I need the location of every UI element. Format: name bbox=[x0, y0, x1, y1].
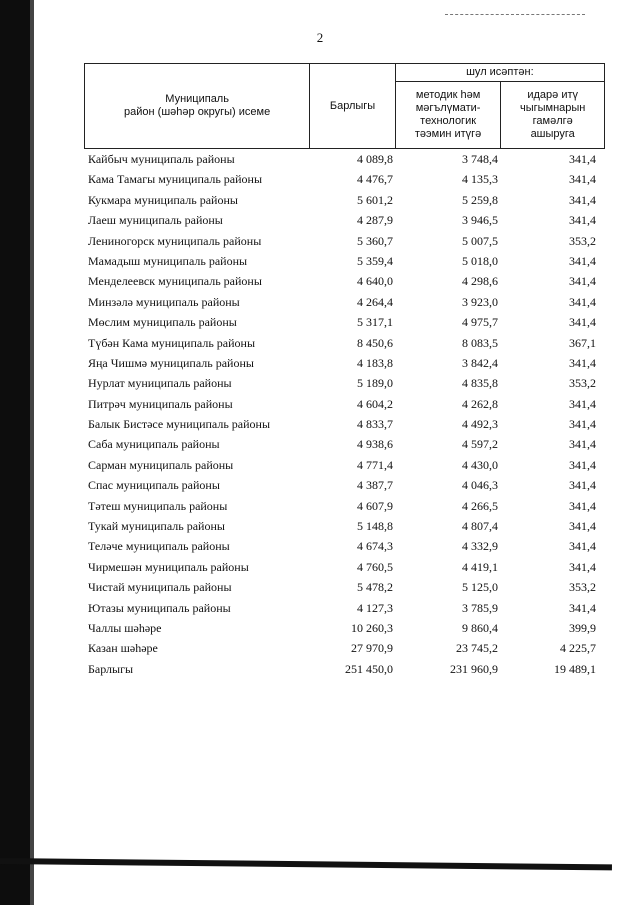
row-name: Түбән Кама муниципаль районы bbox=[88, 335, 256, 350]
row-name: Балык Бистәсе муниципаль районы bbox=[88, 417, 271, 432]
row-total: 4 287,9 bbox=[357, 213, 393, 228]
row-admin: 341,4 bbox=[569, 152, 596, 166]
header-admin-line: ашыруга bbox=[530, 128, 575, 140]
row-name: Яңа Чишмә муниципаль районы bbox=[88, 355, 254, 370]
row-method: 3 785,9 bbox=[462, 600, 498, 615]
scan-top-mark bbox=[445, 14, 585, 16]
table-row bbox=[88, 271, 596, 291]
row-total: 4 640,0 bbox=[357, 274, 393, 289]
row-total: 27 970,9 bbox=[351, 641, 393, 656]
row-name: Нурлат муниципаль районы bbox=[88, 376, 232, 391]
table-row bbox=[88, 638, 596, 658]
row-name: Теләче муниципаль районы bbox=[88, 539, 230, 554]
row-method: 4 266,5 bbox=[462, 498, 498, 513]
row-total: 4 760,5 bbox=[357, 559, 393, 574]
table-row bbox=[88, 210, 596, 230]
table-row bbox=[88, 149, 596, 169]
table-body bbox=[88, 149, 596, 679]
row-total: 4 183,8 bbox=[357, 355, 393, 370]
row-name: Сарман муниципаль районы bbox=[88, 457, 234, 472]
row-name: Лениногорск муниципаль районы bbox=[88, 233, 262, 248]
row-method: 4 975,7 bbox=[462, 315, 498, 330]
table-row bbox=[88, 496, 596, 516]
table-row bbox=[88, 618, 596, 638]
row-method: 4 046,3 bbox=[462, 478, 498, 493]
table-row bbox=[88, 333, 596, 353]
scan-bottom-edge bbox=[0, 858, 612, 870]
row-method: 4 430,0 bbox=[462, 457, 498, 472]
table-row bbox=[88, 231, 596, 251]
table-row bbox=[88, 169, 596, 189]
header-total: Барлыгы bbox=[310, 64, 396, 149]
row-total: 4 938,6 bbox=[357, 437, 393, 452]
row-total: 4 833,7 bbox=[357, 417, 393, 432]
scan-left-edge-shadow bbox=[30, 0, 34, 905]
row-method: 4 597,2 bbox=[462, 437, 498, 452]
row-total: 5 148,8 bbox=[357, 519, 393, 534]
row-method: 3 842,4 bbox=[462, 355, 498, 370]
row-total: 5 189,0 bbox=[357, 376, 393, 391]
row-name: Кукмара муниципаль районы bbox=[88, 192, 238, 207]
header-method-line: тәэмин итүгә bbox=[414, 128, 482, 140]
row-method: 9 860,4 bbox=[462, 620, 498, 635]
row-admin: 341,4 bbox=[569, 417, 596, 432]
header-method-line: методик һәм bbox=[415, 89, 481, 101]
row-name: Кайбыч муниципаль районы bbox=[88, 152, 235, 166]
row-method: 3 946,5 bbox=[462, 213, 498, 228]
row-total: 4 387,7 bbox=[357, 478, 393, 493]
table-row bbox=[88, 292, 596, 312]
row-admin: 353,2 bbox=[569, 376, 596, 391]
header-method-line: технологик bbox=[420, 115, 477, 127]
row-admin: 341,4 bbox=[569, 478, 596, 493]
row-name: Тукай муниципаль районы bbox=[88, 519, 225, 534]
row-admin: 353,2 bbox=[569, 233, 596, 248]
row-admin: 341,4 bbox=[569, 498, 596, 513]
table-row bbox=[88, 598, 596, 618]
row-total: 4 674,3 bbox=[357, 539, 393, 554]
row-total: 8 450,6 bbox=[357, 335, 393, 350]
row-admin: 341,4 bbox=[569, 396, 596, 411]
table-row bbox=[88, 557, 596, 577]
row-method: 5 259,8 bbox=[462, 192, 498, 207]
row-admin: 341,4 bbox=[569, 253, 596, 268]
row-admin: 341,4 bbox=[569, 519, 596, 534]
row-method: 3 923,0 bbox=[462, 294, 498, 309]
row-name: Мамадыш муниципаль районы bbox=[88, 253, 248, 268]
table-row bbox=[88, 516, 596, 536]
row-total: 5 478,2 bbox=[357, 580, 393, 595]
row-method: 4 135,3 bbox=[462, 172, 498, 187]
row-total: 10 260,3 bbox=[351, 620, 393, 635]
page-number: 2 bbox=[316, 30, 324, 45]
table-row bbox=[88, 312, 596, 332]
header-method-line: мәгълүмати- bbox=[415, 102, 481, 114]
header-admin-line: чыгымнарын bbox=[519, 102, 586, 114]
row-method: 4 807,4 bbox=[462, 519, 498, 534]
row-total: 4 771,4 bbox=[357, 457, 393, 472]
row-admin: 4 225,7 bbox=[560, 641, 596, 656]
row-admin: 341,4 bbox=[569, 213, 596, 228]
row-admin: 341,4 bbox=[569, 172, 596, 187]
scan-left-edge bbox=[0, 0, 30, 905]
table-row bbox=[88, 455, 596, 475]
row-admin: 341,4 bbox=[569, 600, 596, 615]
row-total: 5 601,2 bbox=[357, 192, 393, 207]
row-name: Питрәч муниципаль районы bbox=[88, 396, 233, 411]
header-name-line2: район (шәһәр округы) исеме bbox=[124, 106, 271, 118]
row-name: Тәтеш муниципаль районы bbox=[88, 498, 228, 513]
row-total: 4 127,3 bbox=[357, 600, 393, 615]
row-method: 5 125,0 bbox=[462, 580, 498, 595]
table-row bbox=[88, 536, 596, 556]
row-total: 251 450,0 bbox=[345, 661, 393, 676]
row-admin: 341,4 bbox=[569, 274, 596, 289]
row-method: 4 492,3 bbox=[462, 417, 498, 432]
header-group-label: шул исәптән: bbox=[395, 64, 604, 82]
table-row bbox=[88, 251, 596, 271]
row-name: Минзәлә муниципаль районы bbox=[88, 294, 240, 309]
table-row bbox=[88, 475, 596, 495]
row-total: 4 264,4 bbox=[357, 294, 393, 309]
header-admin-line: идарә итү bbox=[527, 89, 579, 101]
row-name: Чаллы шәһәре bbox=[88, 620, 162, 635]
table-row bbox=[88, 190, 596, 210]
table-header bbox=[84, 63, 605, 149]
row-admin: 19 489,1 bbox=[554, 661, 596, 676]
row-admin: 367,1 bbox=[569, 335, 596, 350]
row-total: 4 604,2 bbox=[357, 396, 393, 411]
table-row bbox=[88, 434, 596, 454]
row-admin: 341,4 bbox=[569, 539, 596, 554]
row-total: 4 607,9 bbox=[357, 498, 393, 513]
header-name-cell bbox=[85, 64, 310, 149]
row-name: Чистай муниципаль районы bbox=[88, 580, 232, 595]
row-name: Менделеевск муниципаль районы bbox=[88, 274, 262, 289]
row-total: 4 476,7 bbox=[357, 172, 393, 187]
header-admin-line: гамәлгә bbox=[532, 115, 573, 127]
row-admin: 341,4 bbox=[569, 315, 596, 330]
row-admin: 341,4 bbox=[569, 294, 596, 309]
row-admin: 399,9 bbox=[569, 620, 596, 635]
row-total: 5 317,1 bbox=[357, 315, 393, 330]
row-method: 23 745,2 bbox=[456, 641, 498, 656]
row-method: 4 835,8 bbox=[462, 376, 498, 391]
table-row bbox=[88, 577, 596, 597]
row-name: Ютазы муниципаль районы bbox=[88, 600, 231, 615]
row-admin: 341,4 bbox=[569, 457, 596, 472]
row-method: 4 419,1 bbox=[462, 559, 498, 574]
table-row bbox=[88, 659, 596, 679]
row-method: 4 298,6 bbox=[462, 274, 498, 289]
row-total: 5 360,7 bbox=[357, 233, 393, 248]
row-method: 4 262,8 bbox=[462, 396, 498, 411]
row-method: 8 083,5 bbox=[462, 335, 498, 350]
header-method-cell bbox=[395, 82, 501, 149]
row-name: Мөслим муниципаль районы bbox=[88, 315, 237, 330]
row-name: Лаеш муниципаль районы bbox=[88, 213, 223, 228]
table-row bbox=[88, 414, 596, 434]
row-name: Казан шәһәре bbox=[88, 641, 158, 656]
row-total: 4 089,8 bbox=[357, 152, 393, 166]
row-method: 5 007,5 bbox=[462, 233, 498, 248]
row-name: Барлыгы bbox=[88, 661, 134, 676]
row-name: Чирмешән муниципаль районы bbox=[88, 559, 249, 574]
row-method: 5 018,0 bbox=[462, 253, 498, 268]
row-admin: 341,4 bbox=[569, 559, 596, 574]
row-method: 4 332,9 bbox=[462, 539, 498, 554]
table-row bbox=[88, 353, 596, 373]
header-name-line1: Муниципаль bbox=[165, 93, 229, 105]
row-method: 3 748,4 bbox=[462, 152, 498, 166]
table-row bbox=[88, 394, 596, 414]
header-admin-cell bbox=[501, 82, 605, 149]
row-name: Кама Тамагы муниципаль районы bbox=[88, 172, 263, 187]
row-admin: 353,2 bbox=[569, 580, 596, 595]
row-total: 5 359,4 bbox=[357, 253, 393, 268]
row-name: Саба муниципаль районы bbox=[88, 437, 220, 452]
row-name: Спас муниципаль районы bbox=[88, 478, 220, 493]
row-admin: 341,4 bbox=[569, 437, 596, 452]
row-method: 231 960,9 bbox=[450, 661, 498, 676]
row-admin: 341,4 bbox=[569, 355, 596, 370]
row-admin: 341,4 bbox=[569, 192, 596, 207]
table-row bbox=[88, 373, 596, 393]
